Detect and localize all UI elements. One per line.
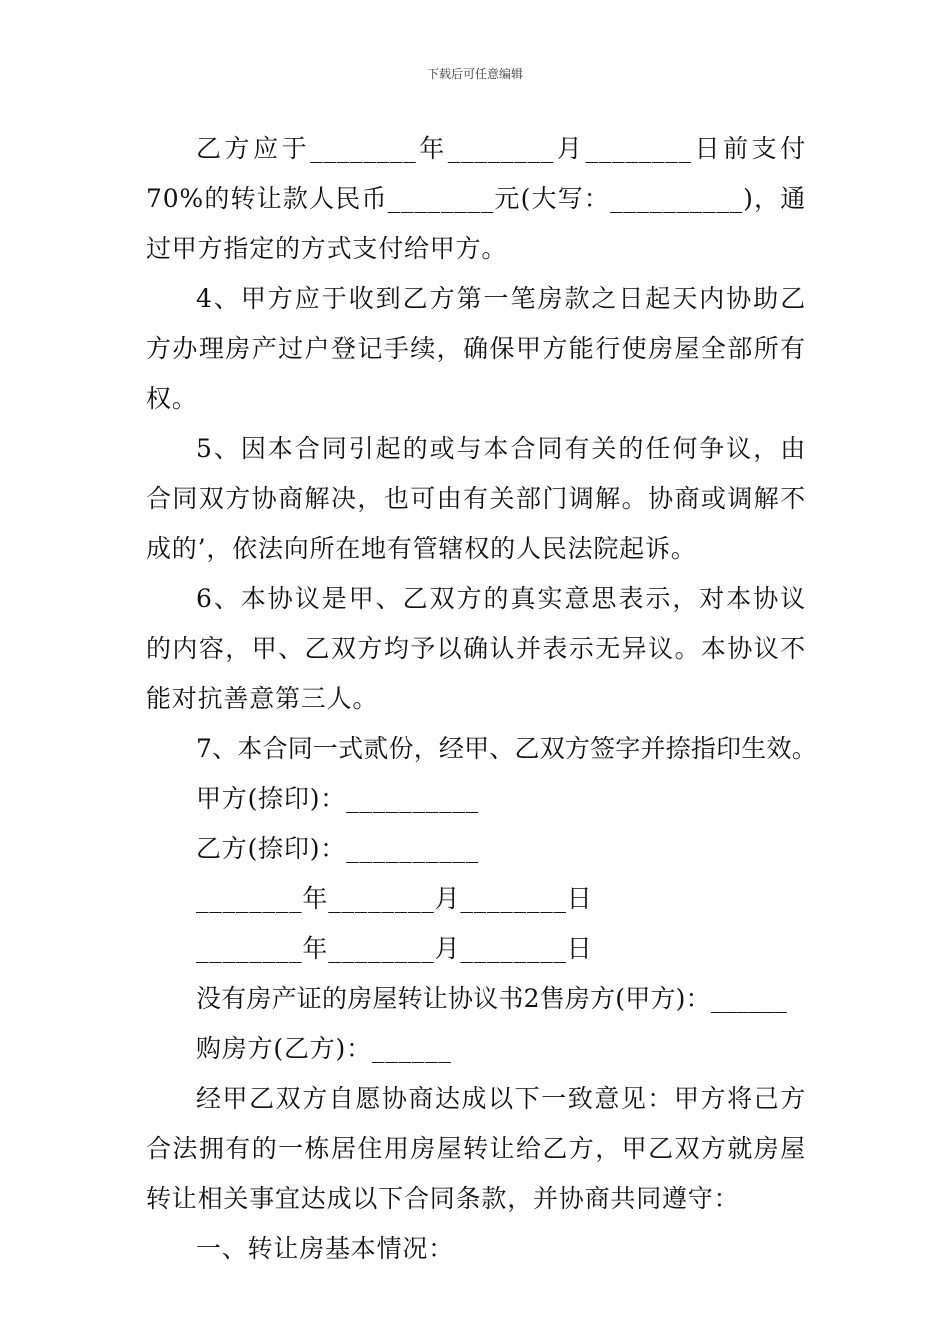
date-line-a: ________年________月________日 [196,884,593,913]
date-line-b: ________年________月________日 [196,934,593,963]
page-header: 下载后可任意编辑 [426,67,523,81]
document-body [146,124,817,1274]
agreement-title-line: 没有房产证的房屋转让协议书2售房方(甲方)：______ [196,984,788,1013]
clause-6-paragraph: 6、本协议是甲、乙双方的真实意思表示，对本协议的内容，甲、乙双方均予以确认并表示无异议。本协议不能对抗善意第三人。 [146,584,806,713]
buyer-line: 购房方(乙方)：______ [196,1034,452,1063]
section-heading: 一、转让房基本情况： [196,1234,455,1263]
clause-5-paragraph: 5、因本合同引起的或与本合同有关的任何争议，由合同双方协商解决，也可由有关部门调解。协商或调解不成的’，依法向所在地有管辖权的人民法院起诉。 [146,434,806,563]
intro-paragraph: 经甲乙双方自愿协商达成以下一致意见：甲方将己方合法拥有的一栋居住用房屋转让给乙方，甲乙双方就房屋转让相关事宜达成以下合同条款，并协商共同遵守： [146,1084,806,1213]
payment-paragraph: 乙方应于________年________月________日前支付70%的转让款人民币________元(大写：__________)，通过甲方指定的方式支付给甲方。 [146,134,806,263]
party-b-signature-line: 乙方(捺印)：__________ [196,834,480,863]
clause-7-paragraph: 7、本合同一式贰份，经甲、乙双方签字并捺指印生效。 [196,734,817,763]
party-a-signature-line: 甲方(捺印)：__________ [196,784,480,813]
clause-4-paragraph: 4、甲方应于收到乙方第一笔房款之日起天内协助乙方办理房产过户登记手续，确保甲方能行使房屋全部所有权。 [146,284,806,413]
